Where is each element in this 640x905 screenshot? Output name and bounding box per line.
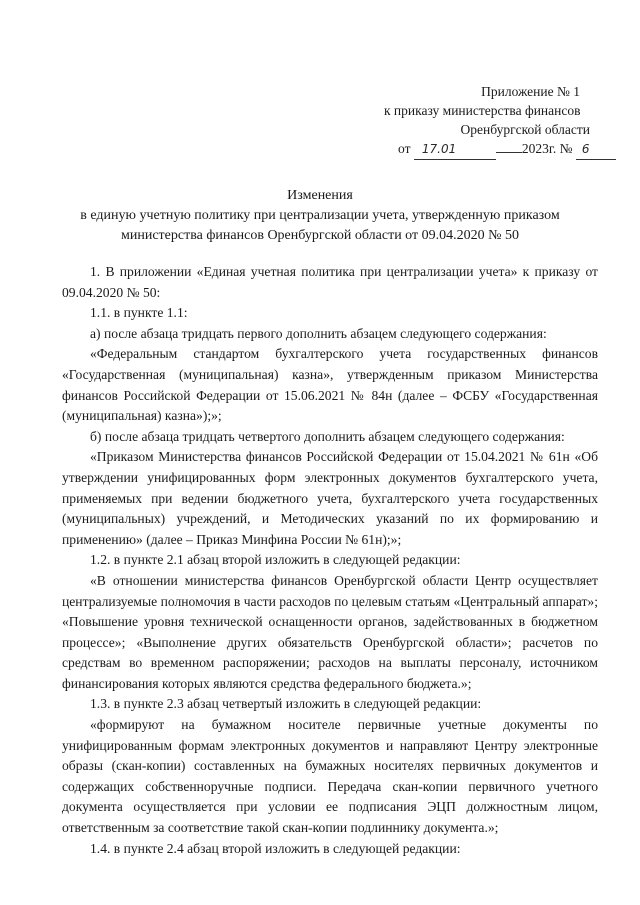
- heading-line-2: в единую учетную политику при централизации учета, утвержденную приказом: [80, 208, 560, 223]
- document-body: [62, 262, 598, 859]
- paragraph-1-4: 1.4. в пункте 2.4 абзац второй изложить в следующей редакции:: [90, 840, 461, 856]
- handwritten-number: 6: [576, 140, 616, 160]
- date-prefix: от: [398, 141, 411, 156]
- year-suffix: г. №: [548, 141, 573, 156]
- appendix-title: Приложение № 1: [481, 84, 580, 99]
- heading-line-3: министерства финансов Оренбургской области от 09.04.2020 № 50: [121, 228, 519, 243]
- paragraph-1-1: 1.1. в пункте 1.1:: [90, 305, 188, 321]
- paragraph-1-2: 1.2. в пункте 2.1 абзац второй изложить в следующей редакции:: [90, 552, 461, 568]
- paragraph-a: а) после абзаца тридцать первого дополнить абзацем следующего содержания:: [90, 325, 547, 341]
- paragraph-quote-1: «Федеральным стандартом бухгалтерского учета государственных финансов «Государственная (муниципальная) казна», утвержденным приказом Министерства финансов Российской Федерации от 15.06.2021 № 84н (далее – ФСБУ «Государственная (муниципальная) казна»);»;: [62, 346, 598, 424]
- paragraph-quote-4: «формируют на бумажном носителе первичные учетные документы по унифицированным формам электронных документов и направляют Центру электронные образы (скан-копии) составленных на бумажных носителях первичных документов и содержащих собственноручные подписи. Передача скан-копии первичного учетного документа осуществляется при условии ее подписания ЭЦП должностным лицом, ответственным за соответствие такой скан-копии подлиннику документа.»;: [62, 717, 598, 836]
- appendix-block: [360, 82, 590, 160]
- appendix-region-line: Оренбургской области: [460, 122, 590, 137]
- year-text: 2023: [521, 141, 549, 156]
- paragraph-quote-3: «В отношении министерства финансов Оренбургской области Центр осуществляет централизуемые полномочия в части расходов по целевым статьям «Центральный аппарат»; «Повышение уровня технической оснащенности органов, задействованных в бюджетном процессе»; «Выполнение других обязательств Оренбургской области»; расчетов по средствам во временном распоряжении; расходов на выплаты персоналу, источником финансирования которых являются средства федерального бюджета.»;: [62, 572, 598, 691]
- appendix-date-line: [360, 139, 590, 160]
- date-blank: [496, 152, 522, 153]
- appendix-order-line: к приказу министерства финансов: [384, 103, 581, 118]
- paragraph-b: б) после абзаца тридцать четвертого дополнить абзацем следующего содержания:: [90, 428, 565, 444]
- document-heading: [40, 186, 600, 246]
- heading-title: Изменения: [287, 188, 353, 203]
- paragraph-1-3: 1.3. в пункте 2.3 абзац четвертый изложить в следующей редакции:: [90, 696, 482, 712]
- handwritten-date: 17.01: [414, 140, 496, 160]
- paragraph-quote-2: «Приказом Министерства финансов Российской Федерации от 15.04.2021 № 61н «Об утверждении унифицированных форм электронных документов бухгалтерского учета, применяемых при ведении бюджетного учета, бухгалтерского учета государственных (муниципальных) учреждений, и Методических указаний по их формированию и применению» (далее – Приказ Минфина России № 61н);»;: [62, 449, 598, 547]
- paragraph-1: 1. В приложении «Единая учетная политика при централизации учета» к приказу от 09.04.2020 № 50:: [62, 264, 598, 300]
